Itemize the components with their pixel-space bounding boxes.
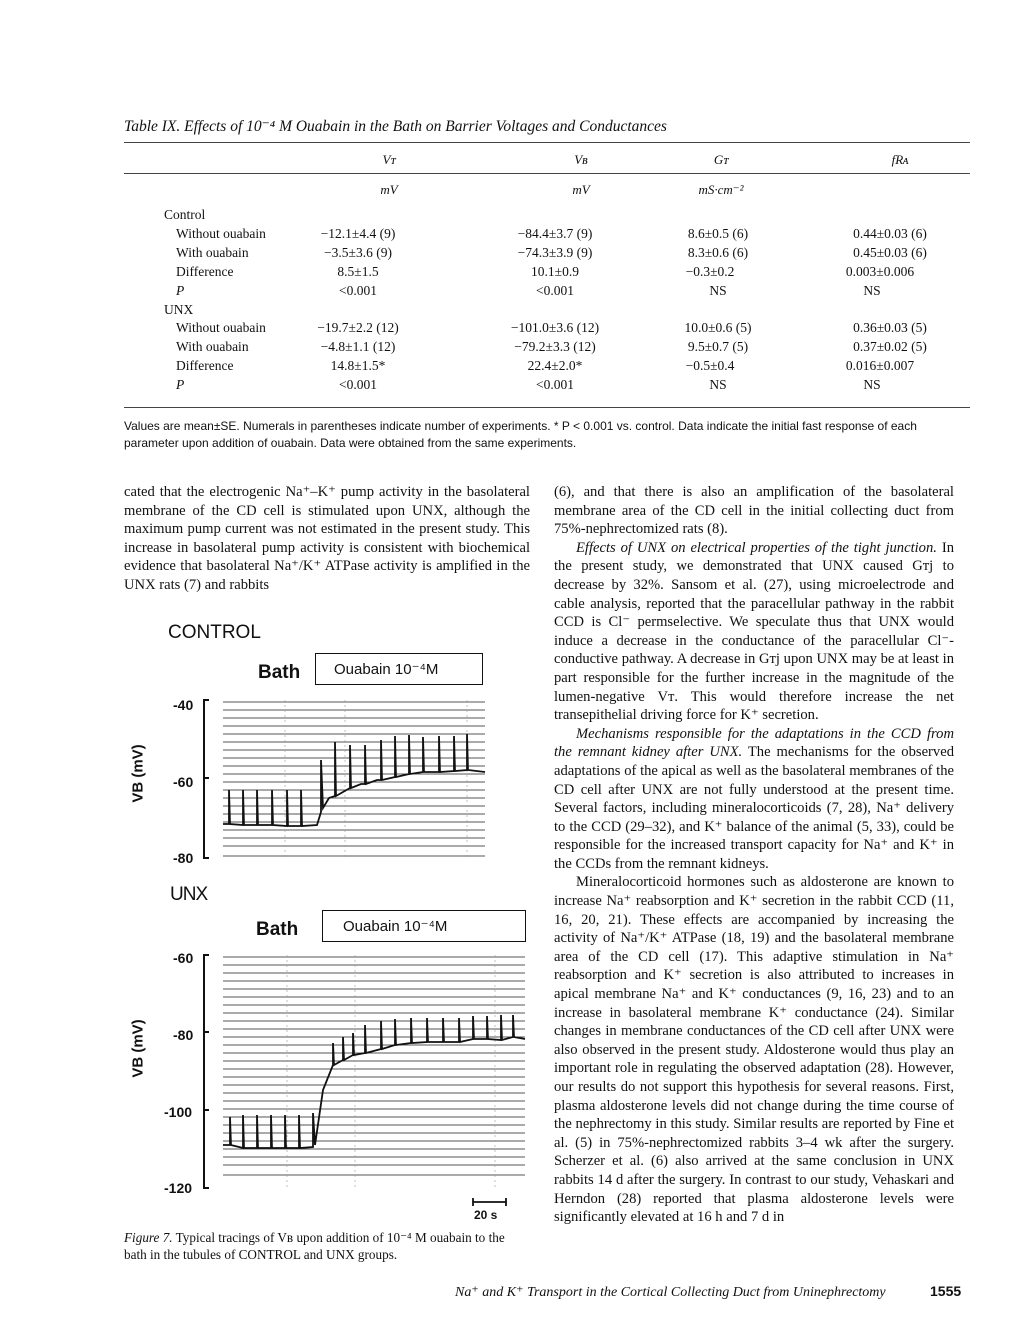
table-cell: 10.1±0.9	[531, 264, 579, 279]
unx-trace-chart	[195, 945, 530, 1195]
row-label: Without ouabain	[176, 320, 266, 335]
section-heading: Mechanisms responsible for the adaptations in the CCD from the remnant kidney after UNX.	[554, 725, 954, 761]
table-header-rule	[124, 173, 970, 174]
table-cell: −4.8±1.1 (12)	[320, 339, 396, 354]
table-cell: 10.0±0.6 (5)	[684, 320, 752, 335]
col-unit-vt: mV	[380, 182, 398, 197]
col-unit-gt: mS·cm⁻²	[698, 182, 744, 197]
control-trace-chart	[195, 690, 490, 870]
row-label: Difference	[176, 264, 234, 279]
table-cell: NS	[863, 377, 881, 392]
table-cell: −19.7±2.2 (12)	[317, 320, 399, 335]
table-bottom-rule	[124, 407, 970, 408]
table-cell: <0.001	[339, 283, 377, 298]
table-cell: 0.003±0.006	[845, 264, 915, 279]
y-tick: -80	[173, 1027, 194, 1043]
group-label-control: Control	[164, 207, 206, 222]
paragraph-body: In the present study, we demonstrated that UNX caused Gᴛj to decrease by 32%. Sansom et al. (27), using microelectrode and cable analysis, reported that the paracellular pathway in the rabbit CCD is Cl⁻ permselective. We speculate thus that UNX would induce a decrease in the conductance of the paracellular Cl⁻-conductive pathway. A decrease in Gᴛj upon UNX may be at least in part responsible for the further increase in the magnitude of the lumen-negative Vᴛ. This would therefore increase the net transepithelial driving force for K⁺ secretion.	[554, 539, 954, 724]
table-cell: 0.44±0.03 (6)	[853, 226, 927, 241]
table-cell: −84.4±3.7 (9)	[517, 226, 593, 241]
table-top-rule	[124, 142, 970, 143]
paragraph: (6), and that there is also an amplification of the basolateral membrane area of the CD cell in the initial collecting duct from 75%-nephrectomized rats (8).	[554, 484, 954, 538]
row-label: Without ouabain	[176, 226, 266, 241]
row-label: With ouabain	[176, 245, 249, 260]
table-footnote: Values are mean±SE. Numerals in parentheses indicate number of experiments. * P < 0.001 vs. control. Data indicate the initial fast response of each parameter upon addition of ouabain. Data were obtained from the same experiments.	[124, 419, 917, 450]
ouabain-box	[322, 910, 526, 942]
table-cell: −12.1±4.4 (9)	[320, 226, 396, 241]
table-cell: 8.6±0.5 (6)	[687, 226, 749, 241]
y-tick: -100	[164, 1104, 193, 1120]
table-cell: 8.3±0.6 (6)	[687, 245, 749, 260]
panel-title-unx: UNX	[170, 884, 208, 905]
y-tick: -60	[173, 950, 194, 966]
table-cell: 0.36±0.03 (5)	[853, 320, 927, 335]
running-head: Na⁺ and K⁺ Transport in the Cortical Collecting Duct from Uninephrectomy	[455, 1285, 886, 1300]
left-column-text	[124, 483, 530, 595]
y-axis-label: VB (mV)	[129, 1019, 147, 1078]
ouabain-label: Ouabain 10⁻⁴M	[343, 918, 448, 935]
row-label: P	[176, 283, 185, 298]
figure-caption	[124, 1229, 524, 1263]
paragraph	[554, 725, 954, 874]
right-column-text	[554, 483, 954, 1227]
table-cell: 14.8±1.5*	[330, 358, 386, 373]
ouabain-label: Ouabain 10⁻⁴M	[334, 661, 439, 678]
bath-label: Bath	[256, 919, 299, 940]
col-header-fra: fRᴀ	[891, 152, 909, 167]
paragraph: cated that the electrogenic Na⁺–K⁺ pump activity in the basolateral membrane of the CD cell is stimulated upon UNX, although the maximum pump current was not estimated in the present study. This increase in basolateral pump activity is consistent with biochemical evidence that basolateral Na⁺/K⁺ ATPase activity is amplified in the UNX rats (7) and rabbits	[124, 484, 530, 593]
table-cell: 0.016±0.007	[845, 358, 915, 373]
table-cell: −0.3±0.2	[685, 264, 735, 279]
scale-bar-label: 20 s	[474, 1208, 498, 1222]
ouabain-box	[315, 653, 483, 685]
table-cell: 8.5±1.5	[337, 264, 379, 279]
table-cell: −101.0±3.6 (12)	[510, 320, 600, 335]
row-label: Difference	[176, 358, 234, 373]
table-cell: −79.2±3.3 (12)	[514, 339, 596, 354]
y-tick: -60	[173, 774, 194, 790]
table-cell: NS	[709, 283, 727, 298]
col-unit-vb: mV	[572, 182, 590, 197]
group-label-unx: UNX	[164, 302, 194, 317]
table-cell: <0.001	[536, 283, 574, 298]
table-cell: −74.3±3.9 (9)	[517, 245, 593, 260]
table-title: Table IX. Effects of 10⁻⁴ M Ouabain in the Bath on Barrier Voltages and Conductances	[124, 118, 667, 135]
table-cell: <0.001	[536, 377, 574, 392]
table-cell: 9.5±0.7 (5)	[687, 339, 749, 354]
table-cell: NS	[863, 283, 881, 298]
table-cell: 0.45±0.03 (6)	[853, 245, 927, 260]
y-tick: -80	[173, 850, 194, 866]
caption-text: Typical tracings of Vʙ upon addition of 10⁻⁴ M ouabain to the bath in the tubules of CONTROL and UNX groups.	[124, 1230, 505, 1262]
table-cell: 22.4±2.0*	[527, 358, 583, 373]
table-cell: −0.5±0.4	[685, 358, 735, 373]
table-cell: −3.5±3.6 (9)	[324, 245, 392, 260]
y-tick: -120	[164, 1180, 193, 1196]
caption-lead: Figure 7.	[124, 1230, 173, 1245]
col-header-vt: Vᴛ	[382, 152, 396, 167]
row-label: P	[176, 377, 185, 392]
table-cell: 0.37±0.02 (5)	[853, 339, 927, 354]
paragraph: Mineralocorticoid hormones such as aldosterone are known to increase Na⁺ reabsorption and K⁺ secretion in the rabbit CCD (11, 16, 20, 21). These effects are accompanied by increasing the activity of Na⁺/K⁺ ATPase (18, 19) and the basolateral membrane area of the CD cell (17). This adaptive stimulation in Na⁺ reabsorption and K⁺ secretion is also attributed to increases in apical membrane Na⁺ and K⁺ conductances (9, 16, 23) and to an increase in basolateral membrane K⁺ conductance (24). Similar changes in membrane conductances of the CD cell after UNX were also observed in the present study. Aldosterone would thus play an important role in regulating the observed adaptation (28). However, our results do not support this hypothesis for several reasons. First, plasma aldosterone levels did not change during the time course of the nephrectomy in this study. Similar results are reported by Fine et al. (5) in 75%-nephrectomized rabbits 3–4 wk after the surgery. Scherzer et al. (6) also arrived at the same conclusion in UNX rabbits 14 d after the surgery. In contrast to our study, Vehaskari and Herndon (28) reported that plasma aldosterone levels were significantly elevated at 16 h and 7 d in	[554, 874, 954, 1226]
table-cell: <0.001	[339, 377, 377, 392]
col-header-vb: Vʙ	[574, 152, 588, 167]
section-heading: Effects of UNX on electrical properties of the tight junction.	[576, 539, 937, 556]
y-tick: -40	[173, 697, 194, 713]
col-header-gt: Gᴛ	[713, 152, 729, 167]
bath-label: Bath	[258, 662, 301, 683]
paragraph	[554, 539, 954, 725]
panel-title-control: CONTROL	[168, 622, 261, 643]
table-cell: NS	[709, 377, 727, 392]
row-label: With ouabain	[176, 339, 249, 354]
scale-bar	[470, 1196, 510, 1208]
page-number: 1555	[930, 1283, 962, 1299]
y-axis-label: VB (mV)	[129, 744, 147, 803]
paragraph-body: The mechanisms for the observed adaptations of the apical as well as the basolateral membranes of the CD cell after UNX are not fully understood at the present time. Several factors, including mineralocorticoids (7, 28), Na⁺ delivery to the CCD (29–32), and K⁺ balance of the animal (5, 33), could be responsible for the increased transport capacity for Na⁺ and K⁺ in the CCDs from the remnant kidneys.	[554, 744, 954, 872]
